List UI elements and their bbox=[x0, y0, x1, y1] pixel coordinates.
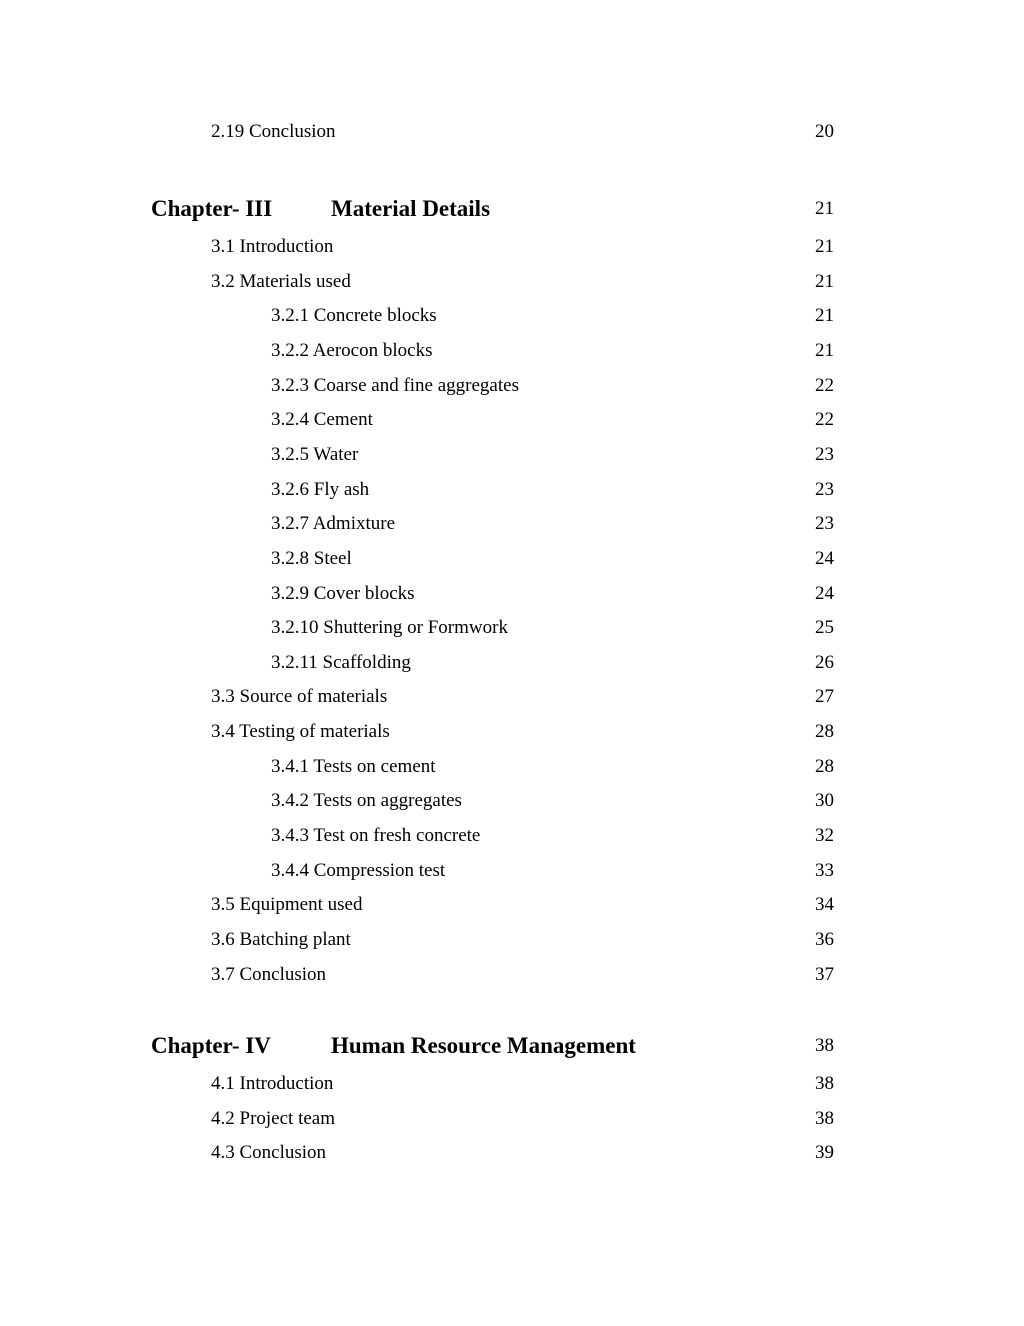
toc-entry-title: 4.2 Project team bbox=[211, 1108, 335, 1129]
toc-entry-page: 26 bbox=[815, 652, 834, 673]
chapter-heading bbox=[0, 194, 1024, 224]
toc-entry-title: 3.2.11 Scaffolding bbox=[271, 652, 411, 673]
toc-entry bbox=[0, 960, 1024, 990]
toc-entry-title: 4.3 Conclusion bbox=[211, 1142, 327, 1163]
toc-entry-title: 3.2.3 Coarse and fine aggregates bbox=[271, 375, 519, 396]
toc-subentry bbox=[0, 786, 1024, 816]
toc-entry bbox=[0, 267, 1024, 297]
toc-entry-page: 22 bbox=[815, 409, 834, 430]
chapter-label: Chapter- IV bbox=[151, 1033, 271, 1058]
toc-entry-page: 21 bbox=[815, 236, 834, 257]
toc-subentry bbox=[0, 371, 1024, 401]
toc-entry-page: 34 bbox=[815, 894, 834, 915]
toc-entry-page: 21 bbox=[815, 340, 834, 361]
toc-entry-title: 3.4.3 Test on fresh concrete bbox=[271, 825, 481, 846]
toc-subentry bbox=[0, 613, 1024, 643]
toc-entry-title: 3.2 Materials used bbox=[211, 271, 351, 292]
toc-entry-title: 3.7 Conclusion bbox=[211, 964, 327, 985]
toc-entry-title: 3.2.7 Admixture bbox=[271, 513, 396, 534]
toc-entry-page: 28 bbox=[815, 756, 834, 777]
toc-entry-page: 38 bbox=[815, 1108, 834, 1129]
toc-entry bbox=[0, 925, 1024, 955]
toc-entry-page: 23 bbox=[815, 479, 834, 500]
toc-subentry bbox=[0, 509, 1024, 539]
toc-subentry bbox=[0, 752, 1024, 782]
toc-entry-title: 3.2.5 Water bbox=[271, 444, 359, 465]
toc-entry bbox=[0, 117, 1024, 147]
toc-subentry bbox=[0, 440, 1024, 470]
toc-entry-title: 3.4.2 Tests on aggregates bbox=[271, 790, 462, 811]
toc-subentry bbox=[0, 301, 1024, 331]
toc-entry-title: 3.2.2 Aerocon blocks bbox=[271, 340, 433, 361]
toc-entry bbox=[0, 1138, 1024, 1168]
toc-entry bbox=[0, 682, 1024, 712]
toc-entry bbox=[0, 890, 1024, 920]
toc-entry-title: 3.1 Introduction bbox=[211, 236, 334, 257]
toc-entry-title: 3.4.1 Tests on cement bbox=[271, 756, 436, 777]
toc-entry-title: 3.4 Testing of materials bbox=[211, 721, 390, 742]
toc-entry-title: 4.1 Introduction bbox=[211, 1073, 334, 1094]
toc-subentry bbox=[0, 336, 1024, 366]
toc-subentry bbox=[0, 405, 1024, 435]
toc-entry-page: 30 bbox=[815, 790, 834, 811]
toc-entry-title: 2.19 Conclusion bbox=[211, 121, 336, 142]
toc-entry-title: 3.2.1 Concrete blocks bbox=[271, 305, 437, 326]
toc-entry bbox=[0, 717, 1024, 747]
chapter-title: Human Resource Management bbox=[331, 1033, 636, 1058]
toc-entry-page: 39 bbox=[815, 1142, 834, 1163]
toc-entry-title: 3.4.4 Compression test bbox=[271, 860, 446, 881]
toc-subentry bbox=[0, 544, 1024, 574]
toc-entry-title: 3.2.9 Cover blocks bbox=[271, 583, 415, 604]
toc-entry bbox=[0, 232, 1024, 262]
toc-entry bbox=[0, 1069, 1024, 1099]
chapter-title: Material Details bbox=[331, 196, 491, 221]
toc-subentry bbox=[0, 648, 1024, 678]
chapter-page: 38 bbox=[815, 1035, 834, 1056]
chapter-page: 21 bbox=[815, 198, 834, 219]
chapter-heading bbox=[0, 1031, 1024, 1061]
toc-entry-title: 3.2.10 Shuttering or Formwork bbox=[271, 617, 508, 638]
toc-entry-title: 3.2.8 Steel bbox=[271, 548, 352, 569]
toc-entry-title: 3.6 Batching plant bbox=[211, 929, 351, 950]
toc-entry-page: 22 bbox=[815, 375, 834, 396]
toc-entry-page: 27 bbox=[815, 686, 834, 707]
toc-entry-title: 3.5 Equipment used bbox=[211, 894, 363, 915]
toc-subentry bbox=[0, 579, 1024, 609]
toc-entry-page: 21 bbox=[815, 305, 834, 326]
toc-entry-title: 3.2.6 Fly ash bbox=[271, 479, 370, 500]
toc-subentry bbox=[0, 475, 1024, 505]
toc-entry-page: 36 bbox=[815, 929, 834, 950]
toc-entry-page: 37 bbox=[815, 964, 834, 985]
toc-entry-page: 24 bbox=[815, 548, 834, 569]
toc-entry-page: 32 bbox=[815, 825, 834, 846]
toc-subentry bbox=[0, 821, 1024, 851]
toc-entry-page: 28 bbox=[815, 721, 834, 742]
toc-entry-title: 3.3 Source of materials bbox=[211, 686, 388, 707]
toc-entry-page: 38 bbox=[815, 1073, 834, 1094]
toc-entry-page: 23 bbox=[815, 513, 834, 534]
toc-entry-title: 3.2.4 Cement bbox=[271, 409, 373, 430]
toc-subentry bbox=[0, 856, 1024, 886]
toc-entry-page: 20 bbox=[815, 121, 834, 142]
toc-entry bbox=[0, 1104, 1024, 1134]
toc-entry-page: 24 bbox=[815, 583, 834, 604]
toc-entry-page: 25 bbox=[815, 617, 834, 638]
toc-entry-page: 23 bbox=[815, 444, 834, 465]
toc-entry-page: 21 bbox=[815, 271, 834, 292]
chapter-label: Chapter- III bbox=[151, 196, 273, 221]
toc-entry-page: 33 bbox=[815, 860, 834, 881]
